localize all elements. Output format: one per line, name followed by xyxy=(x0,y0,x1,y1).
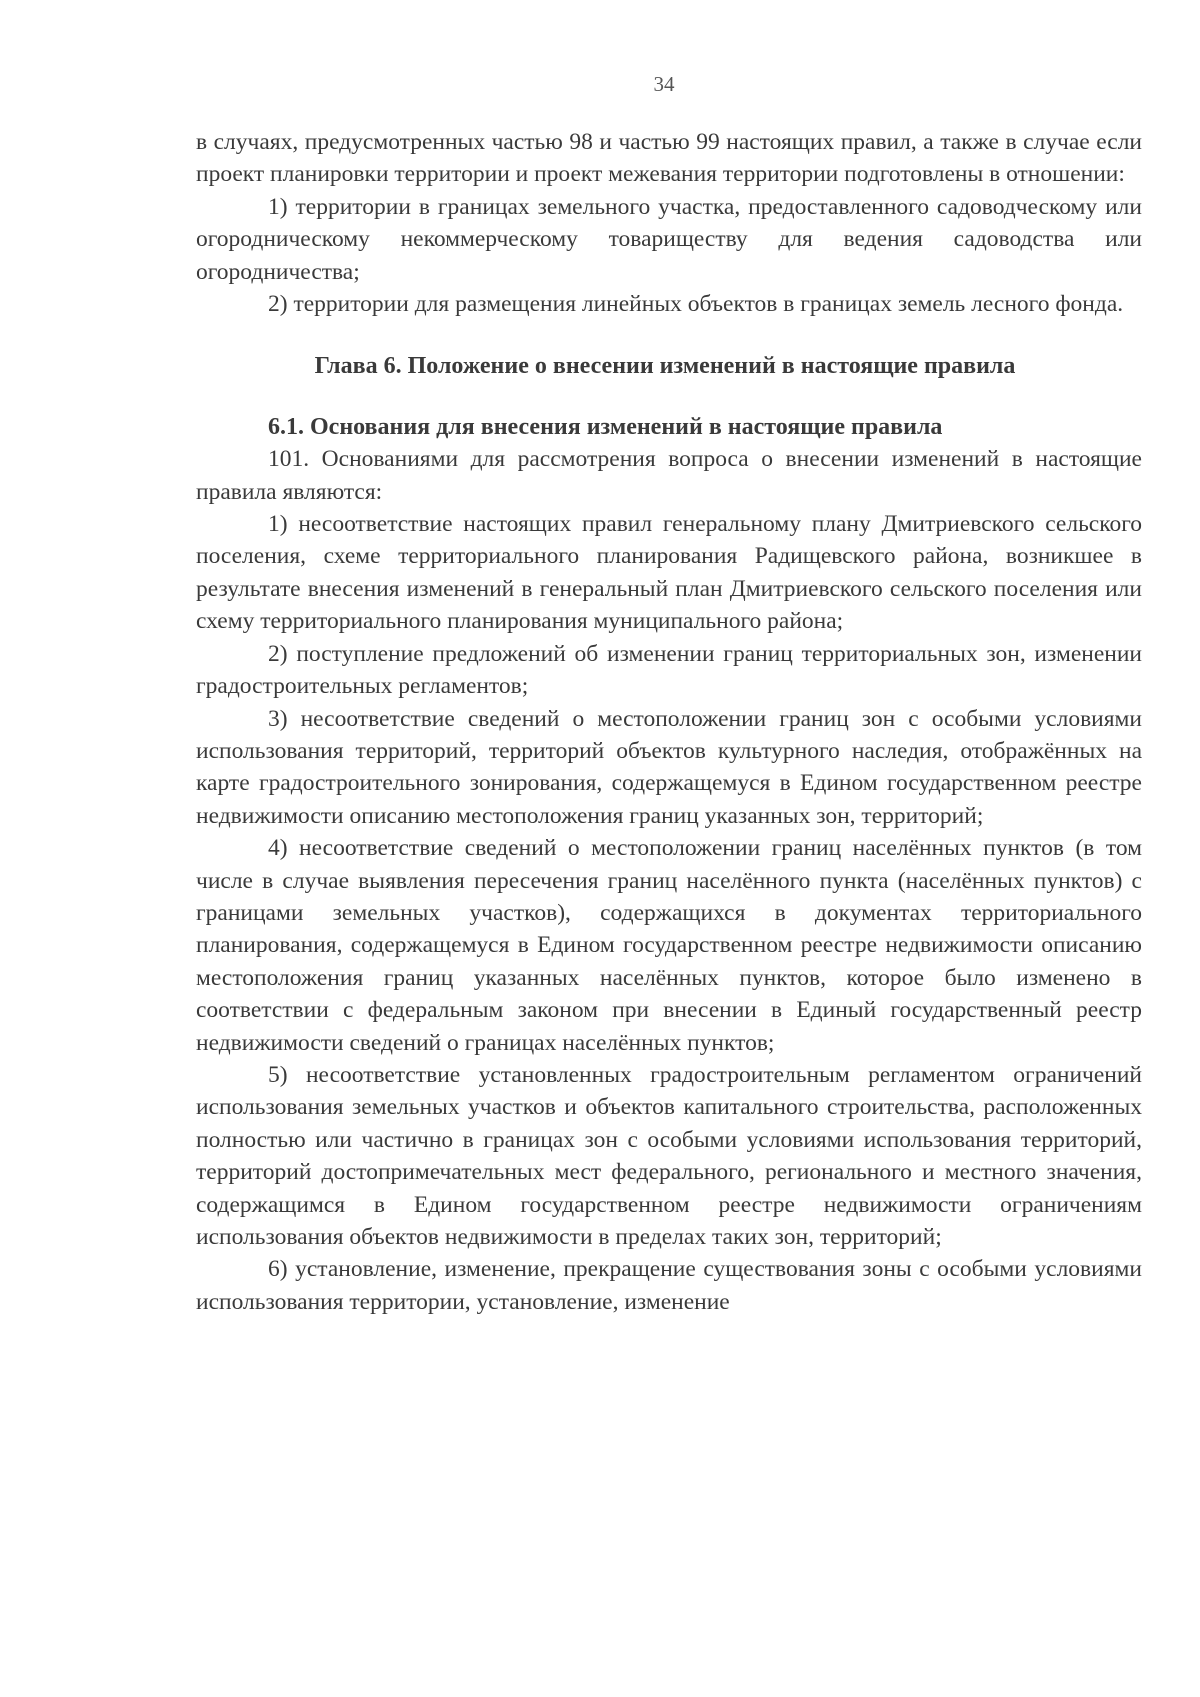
ground-item-2: 2) поступление предложений об изменении границ территориальных зон, изменении градостроительных регламентов; xyxy=(196,640,1142,700)
list-item-1-garden-territory: 1) территории в границах земельного участка, предоставленного садоводческому или огородническому некоммерческому товариществу для ведения садоводства или огородничества; xyxy=(196,193,1142,285)
page-number: 34 xyxy=(653,72,675,96)
ground-item-3: 3) несоответствие сведений о местоположении границ зон с особыми условиями использования территорий, территорий объектов культурного наследия, отображённых на карте градостроительного зонирования, содержащемуся в Едином государственном реестре недвижимости описанию местоположения границ указанных зон, территорий; xyxy=(196,705,1142,829)
document-page xyxy=(196,72,1142,1318)
paragraph-continuation: в случаях, предусмотренных частью 98 и частью 99 настоящих правил, а также в случае если проект планировки территории и проект межевания территории подготовлены в отношении: xyxy=(196,129,1142,188)
paragraph-101: 101. Основаниями для рассмотрения вопроса о внесении изменений в настоящие правила являются: xyxy=(196,446,1142,505)
ground-item-6: 6) установление, изменение, прекращение существования зоны с особыми условиями использования территории, установление, изменение xyxy=(196,1256,1142,1315)
section-heading: 6.1. Основания для внесения изменений в настоящие правила xyxy=(268,413,943,440)
ground-item-4: 4) несоответствие сведений о местоположении границ населённых пунктов (в том числе в случае выявления пересечения границ населённого пункта (населённых пунктов) с границами земельных участков), содержащихся в документах территориального планирования, содержащемуся в Едином государственном реестре недвижимости описанию местоположения границ указанных населённых пунктов, которое было изменено в соответствии с федеральным законом при внесении в Единый государственный реестр недвижимости сведений о границах населённых пунктов; xyxy=(196,835,1142,1056)
chapter-heading: Глава 6. Положение о внесении изменений в настоящие правила xyxy=(314,353,1016,380)
ground-item-1: 1) несоответствие настоящих правил генеральному плану Дмитриевского сельского поселения, схеме территориального планирования Радищевского района, возникшее в результате внесения изменений в генеральный план Дмитриевского сельского поселения или схему территориального планирования муниципального района; xyxy=(196,511,1142,635)
list-item-2-linear-objects: 2) территории для размещения линейных объектов в границах земель лесного фонда. xyxy=(268,291,1124,318)
ground-item-5: 5) несоответствие установленных градостроительным регламентом ограничений использования земельных участков и объектов капитального строительства, расположенных полностью или частично в границах зон с особыми условиями использования территорий, территорий достопримечательных мест федерального, регионального и местного значения, содержащимся в Едином государственном реестре недвижимости ограничениям использования объектов недвижимости в пределах таких зон, территорий; xyxy=(196,1061,1142,1250)
